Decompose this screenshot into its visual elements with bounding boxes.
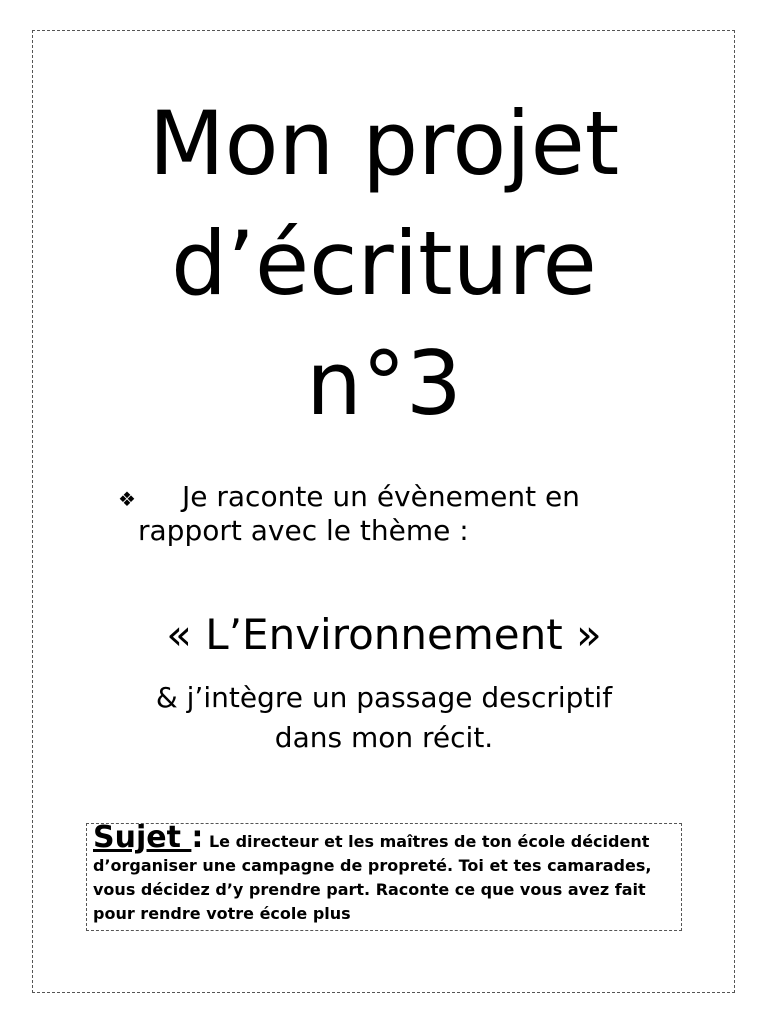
subject-box — [86, 823, 682, 931]
title-line-1: Mon projet — [148, 92, 620, 195]
bullet-text-line-2: rapport avec le thème : — [138, 514, 469, 547]
subject-text: Le directeur et les maîtres de ton école décident d’organiser une campagne de propreté. Toi et tes camarades, vous décidez d’y prendre part. Raconte ce que vous avez fait pour rendre votre école plus — [93, 832, 652, 923]
document-title — [0, 84, 768, 444]
title-line-2: d’écriture — [171, 212, 597, 315]
subject-label: Sujet — [93, 823, 192, 855]
instruction-text — [0, 678, 768, 758]
theme-heading: « L’Environnement » — [166, 610, 602, 659]
bullet-text-line-1: Je raconte un évènement en — [182, 480, 580, 513]
instruction-line-2: dans mon récit. — [274, 721, 494, 754]
bullet-point — [118, 480, 658, 548]
instruction-line-1: & j’intègre un passage descriptif — [155, 681, 613, 714]
diamond-bullet-icon: ❖ — [118, 487, 136, 511]
title-line-3: n°3 — [306, 332, 462, 435]
subject-colon: : — [191, 823, 204, 855]
